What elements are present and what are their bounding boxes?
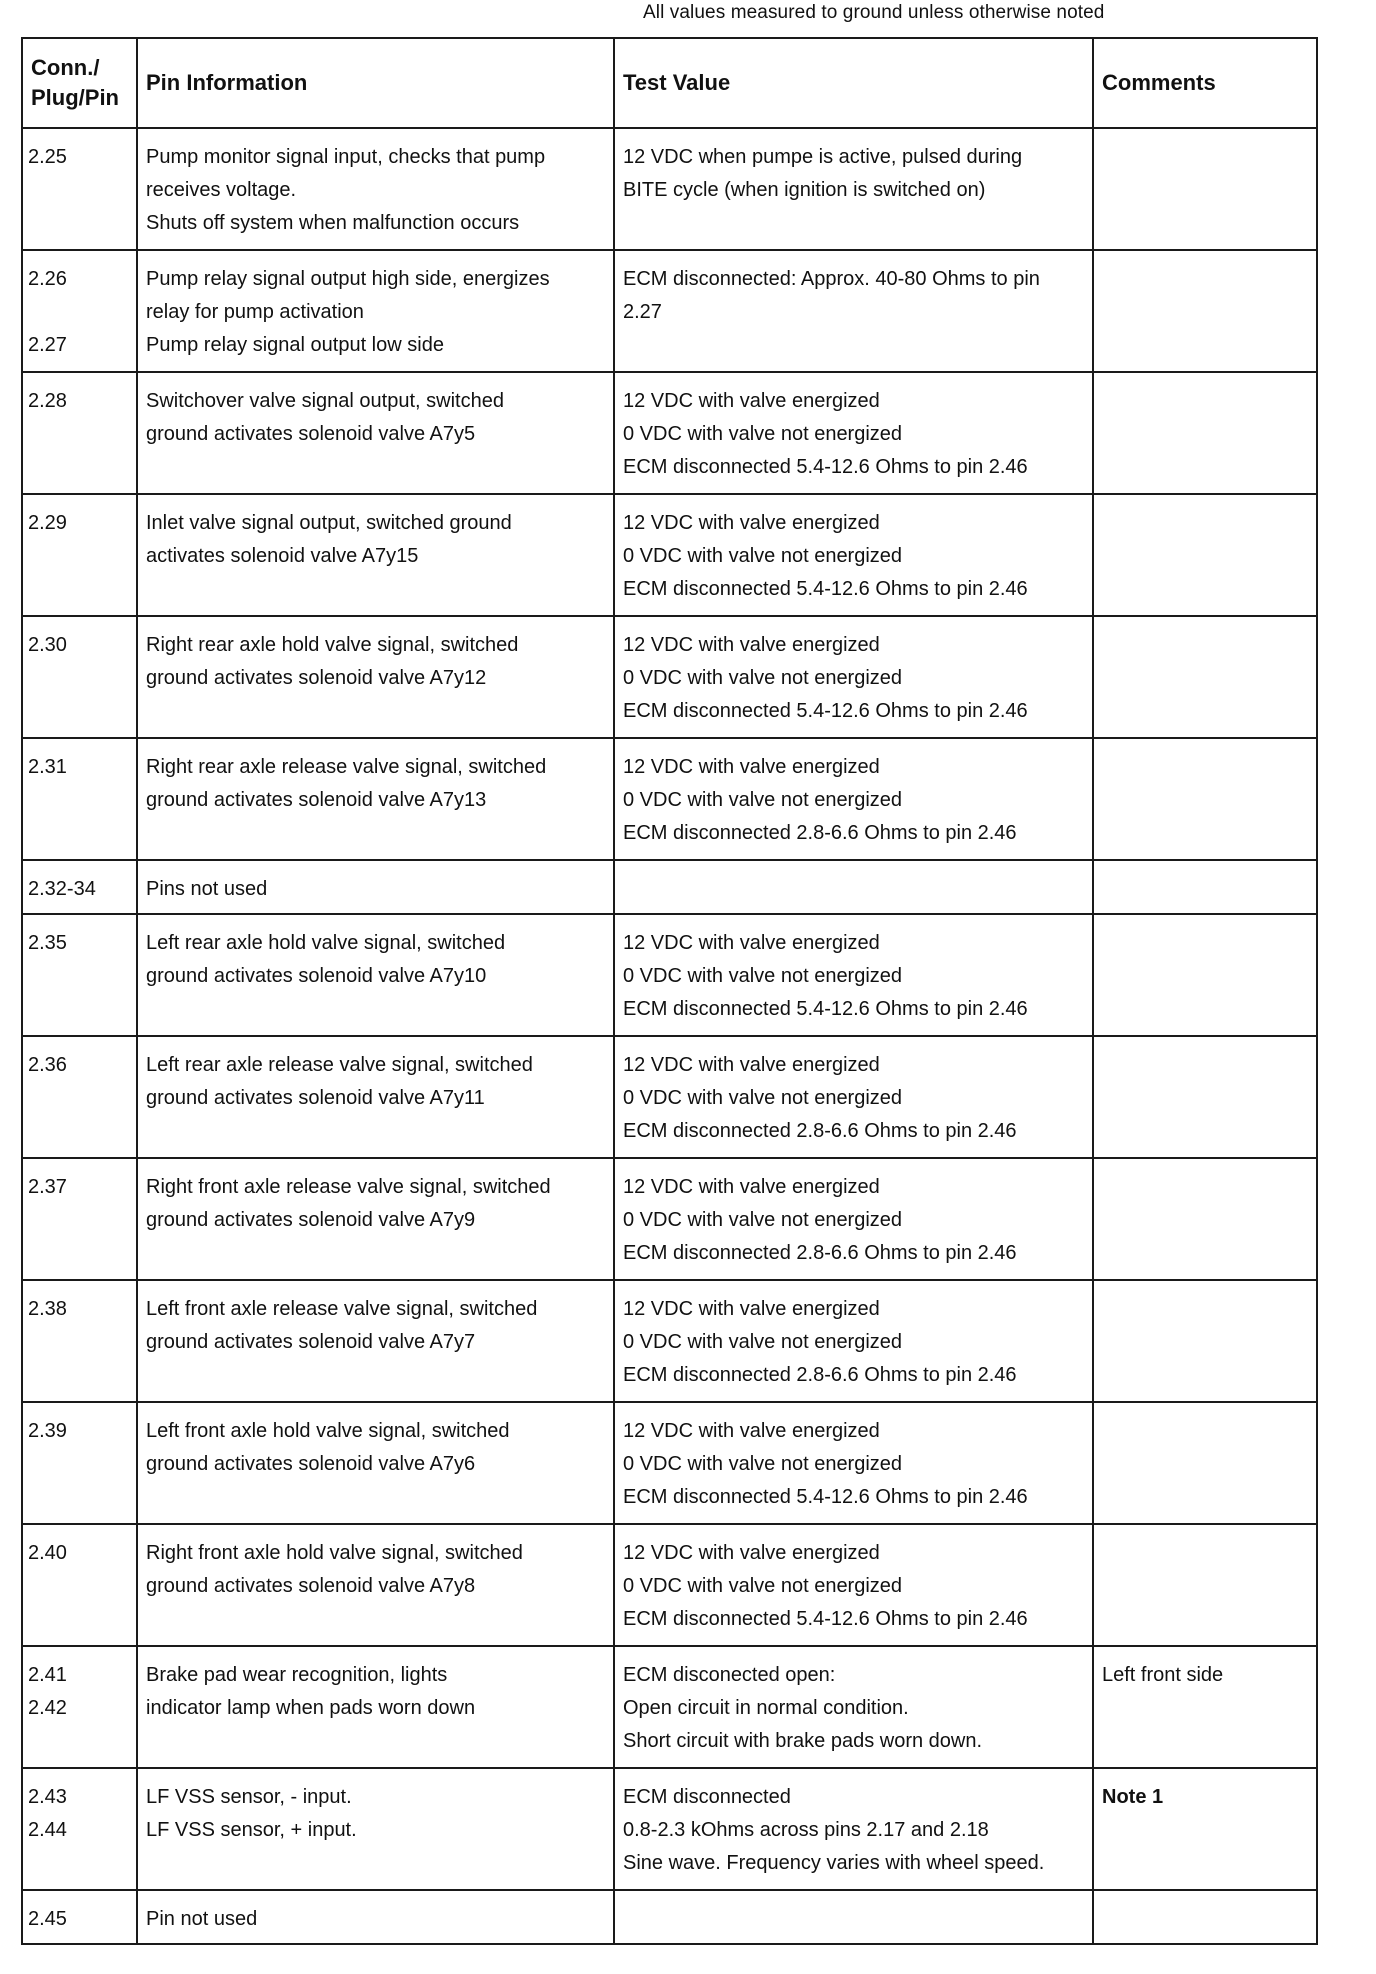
header-row <box>22 38 1317 128</box>
pin-information-cell <box>137 1158 614 1280</box>
test-value-cell <box>614 250 1093 372</box>
pin-information-cell <box>137 1646 614 1768</box>
pin-number: 2.41 <box>28 1664 67 1686</box>
test-value-cell <box>614 1402 1093 1524</box>
test-value-cell <box>614 914 1093 1036</box>
pin-cell <box>22 1524 137 1646</box>
comments-cell <box>1093 250 1317 372</box>
test-value-line: 12 VDC with valve energized <box>623 1420 880 1442</box>
pin-number: 2.27 <box>28 334 67 356</box>
test-value-cell <box>614 1036 1093 1158</box>
comments-cell <box>1093 1524 1317 1646</box>
pin-number: 2.32-34 <box>28 878 96 900</box>
pin-information-line: Right rear axle hold valve signal, switched <box>146 634 519 656</box>
comments-cell <box>1093 860 1317 914</box>
pin-information-line: ground activates solenoid valve A7y6 <box>146 1453 476 1475</box>
pin-information-cell <box>137 1280 614 1402</box>
pin-information-cell <box>137 1768 614 1890</box>
table-row <box>22 128 1317 250</box>
pin-number: 2.25 <box>28 146 67 168</box>
pin-number: 2.28 <box>28 390 67 412</box>
pin-cell <box>22 1036 137 1158</box>
pin-number: 2.29 <box>28 512 67 534</box>
comments-cell <box>1093 616 1317 738</box>
table-row <box>22 1524 1317 1646</box>
comments-cell <box>1093 494 1317 616</box>
pin-information-line: Switchover valve signal output, switched <box>146 390 504 412</box>
pin-information-line: Pump monitor signal input, checks that pump <box>146 146 546 168</box>
test-value-line: 12 VDC with valve energized <box>623 1542 880 1564</box>
pin-cell <box>22 372 137 494</box>
header-comments: Comments <box>1093 38 1317 128</box>
pin-number: 2.31 <box>28 756 67 778</box>
pin-information-line: LF VSS sensor, - input. <box>146 1786 352 1808</box>
test-value-cell <box>614 494 1093 616</box>
pin-information-line: LF VSS sensor, + input. <box>146 1819 357 1841</box>
header-pin-information: Pin Information <box>137 38 614 128</box>
pin-information-line: relay for pump activation <box>146 301 364 323</box>
test-value-cell <box>614 1280 1093 1402</box>
pin-information-line: Left rear axle release valve signal, switched <box>146 1054 533 1076</box>
table-row <box>22 616 1317 738</box>
test-value-line: 0 VDC with valve not energized <box>623 965 903 987</box>
test-value-line: 2.27 <box>623 301 662 323</box>
pin-number: 2.38 <box>28 1298 67 1320</box>
table-body <box>22 128 1317 1944</box>
header-pin-line: Conn./ <box>31 55 100 80</box>
pin-number: 2.35 <box>28 932 67 954</box>
comments-cell <box>1093 1402 1317 1524</box>
pin-number: 2.36 <box>28 1054 67 1076</box>
test-value-cell <box>614 128 1093 250</box>
pin-information-cell <box>137 1402 614 1524</box>
test-value-line: 0 VDC with valve not energized <box>623 545 903 567</box>
pin-number <box>28 296 134 329</box>
comments-cell <box>1093 1890 1317 1944</box>
pin-cell <box>22 250 137 372</box>
table-row <box>22 1646 1317 1768</box>
test-value-line: ECM disconnected 5.4-12.6 Ohms to pin 2.46 <box>623 1608 1028 1630</box>
comments-cell <box>1093 1646 1317 1768</box>
test-value-line: 12 VDC with valve energized <box>623 512 880 534</box>
pin-information-line: Pin not used <box>146 1908 258 1930</box>
pin-information-cell <box>137 616 614 738</box>
pin-information-line: ground activates solenoid valve A7y12 <box>146 667 487 689</box>
pin-information-cell <box>137 738 614 860</box>
pin-information-cell <box>137 372 614 494</box>
pin-information-line: ground activates solenoid valve A7y13 <box>146 789 487 811</box>
test-value-cell <box>614 1768 1093 1890</box>
test-value-line: ECM disconnected 2.8-6.6 Ohms to pin 2.46 <box>623 822 1017 844</box>
table-row <box>22 1280 1317 1402</box>
test-value-line: 12 VDC with valve energized <box>623 1054 880 1076</box>
pin-information-line: Inlet valve signal output, switched ground <box>146 512 512 534</box>
test-value-cell <box>614 372 1093 494</box>
test-value-line: BITE cycle (when ignition is switched on) <box>623 179 986 201</box>
test-value-line: ECM disconnected: Approx. 40-80 Ohms to pin <box>623 268 1040 290</box>
test-value-line: 12 VDC with valve energized <box>623 1176 880 1198</box>
table-row <box>22 914 1317 1036</box>
pin-cell <box>22 1158 137 1280</box>
pin-number: 2.37 <box>28 1176 67 1198</box>
pin-information-line: ground activates solenoid valve A7y9 <box>146 1209 476 1231</box>
pin-information-cell <box>137 1036 614 1158</box>
pin-cell <box>22 860 137 914</box>
test-value-line: ECM disconnected 5.4-12.6 Ohms to pin 2.46 <box>623 998 1028 1020</box>
pin-information-cell <box>137 1890 614 1944</box>
test-value-line: 0 VDC with valve not energized <box>623 1331 903 1353</box>
table-row <box>22 250 1317 372</box>
test-value-line: ECM disconnected 5.4-12.6 Ohms to pin 2.46 <box>623 456 1028 478</box>
test-value-cell <box>614 860 1093 914</box>
test-value-line: Short circuit with brake pads worn down. <box>623 1730 983 1752</box>
test-value-line: 0 VDC with valve not energized <box>623 667 903 689</box>
test-value-line: ECM disconected open: <box>623 1664 836 1686</box>
table-row <box>22 1768 1317 1890</box>
table-row <box>22 1890 1317 1944</box>
pin-information-line: Left front axle hold valve signal, switched <box>146 1420 510 1442</box>
pin-information-cell <box>137 860 614 914</box>
pin-table <box>21 37 1318 1945</box>
pin-information-cell <box>137 914 614 1036</box>
pin-information-line: activates solenoid valve A7y15 <box>146 545 419 567</box>
test-value-line: ECM disconnected 5.4-12.6 Ohms to pin 2.46 <box>623 1486 1028 1508</box>
pin-information-cell <box>137 128 614 250</box>
pin-information-line: Left front axle release valve signal, switched <box>146 1298 538 1320</box>
test-value-line: ECM disconnected 2.8-6.6 Ohms to pin 2.46 <box>623 1364 1017 1386</box>
table-row <box>22 860 1317 914</box>
test-value-cell <box>614 738 1093 860</box>
pin-information-line: Brake pad wear recognition, lights <box>146 1664 448 1686</box>
test-value-line: ECM disconnected 5.4-12.6 Ohms to pin 2.46 <box>623 578 1028 600</box>
table-row <box>22 738 1317 860</box>
test-value-line: 12 VDC when pumpe is active, pulsed during <box>623 146 1023 168</box>
test-value-line: 0 VDC with valve not energized <box>623 789 903 811</box>
test-value-line: ECM disconnected 2.8-6.6 Ohms to pin 2.46 <box>623 1120 1017 1142</box>
test-value-line: 12 VDC with valve energized <box>623 932 880 954</box>
test-value-line: Sine wave. Frequency varies with wheel speed. <box>623 1852 1045 1874</box>
test-value-cell <box>614 1890 1093 1944</box>
header-test-value: Test Value <box>614 38 1093 128</box>
pin-number: 2.39 <box>28 1420 67 1442</box>
test-value-line: ECM disconnected 2.8-6.6 Ohms to pin 2.46 <box>623 1242 1017 1264</box>
comments-cell <box>1093 1158 1317 1280</box>
test-value-cell <box>614 1524 1093 1646</box>
pin-information-line: Pump relay signal output high side, energizes <box>146 268 550 290</box>
pin-information-line: receives voltage. <box>146 179 297 201</box>
test-value-line: 12 VDC with valve energized <box>623 634 880 656</box>
test-value-line: 12 VDC with valve energized <box>623 1298 880 1320</box>
pin-number: 2.40 <box>28 1542 67 1564</box>
pin-number: 2.43 <box>28 1786 67 1808</box>
pin-information-line: ground activates solenoid valve A7y8 <box>146 1575 476 1597</box>
comments-cell <box>1093 1768 1317 1890</box>
pin-number: 2.30 <box>28 634 67 656</box>
table-row <box>22 1036 1317 1158</box>
pin-cell <box>22 128 137 250</box>
pin-information-cell <box>137 250 614 372</box>
test-value-cell <box>614 1646 1093 1768</box>
comments-cell <box>1093 128 1317 250</box>
header-pin <box>22 38 137 128</box>
test-value-line: 0 VDC with valve not energized <box>623 1453 903 1475</box>
pin-information-line: ground activates solenoid valve A7y7 <box>146 1331 476 1353</box>
test-value-line: 0 VDC with valve not energized <box>623 1087 903 1109</box>
pin-information-line: ground activates solenoid valve A7y5 <box>146 423 476 445</box>
table-row <box>22 372 1317 494</box>
pin-number: 2.26 <box>28 268 67 290</box>
comments-cell <box>1093 738 1317 860</box>
pin-number: 2.42 <box>28 1697 67 1719</box>
comments-cell <box>1093 914 1317 1036</box>
test-value-line: 0 VDC with valve not energized <box>623 423 903 445</box>
pin-information-cell <box>137 494 614 616</box>
table-row <box>22 1402 1317 1524</box>
pin-information-line: Right front axle release valve signal, switched <box>146 1176 551 1198</box>
pin-cell <box>22 1402 137 1524</box>
pin-cell <box>22 914 137 1036</box>
pin-information-line: ground activates solenoid valve A7y10 <box>146 965 487 987</box>
test-value-line: 12 VDC with valve energized <box>623 390 880 412</box>
test-value-cell <box>614 1158 1093 1280</box>
pin-information-line: Left rear axle hold valve signal, switched <box>146 932 506 954</box>
comment-text: Note 1 <box>1102 1786 1164 1808</box>
pin-information-line: Shuts off system when malfunction occurs <box>146 212 520 234</box>
comments-cell <box>1093 1280 1317 1402</box>
pin-number: 2.44 <box>28 1819 67 1841</box>
test-value-line: ECM disconnected 5.4-12.6 Ohms to pin 2.46 <box>623 700 1028 722</box>
comments-cell <box>1093 1036 1317 1158</box>
comments-cell <box>1093 372 1317 494</box>
test-value-line: 0 VDC with valve not energized <box>623 1209 903 1231</box>
test-value-line: 0.8-2.3 kOhms across pins 2.17 and 2.18 <box>623 1819 989 1841</box>
test-value-line: 12 VDC with valve energized <box>623 756 880 778</box>
pin-information-line: Pins not used <box>146 878 268 900</box>
pin-number: 2.45 <box>28 1908 67 1930</box>
pin-information-line: ground activates solenoid valve A7y11 <box>146 1087 485 1109</box>
pin-cell <box>22 1890 137 1944</box>
pin-information-line: indicator lamp when pads worn down <box>146 1697 476 1719</box>
pin-information-line: Right rear axle release valve signal, switched <box>146 756 547 778</box>
comment-text: Left front side <box>1102 1664 1224 1686</box>
measurement-note: All values measured to ground unless otherwise noted <box>643 2 1105 23</box>
test-value-line: Open circuit in normal condition. <box>623 1697 909 1719</box>
pin-information-line: Right front axle hold valve signal, switched <box>146 1542 523 1564</box>
header-pin-line: Plug/Pin <box>31 85 119 110</box>
table-row <box>22 494 1317 616</box>
pin-cell <box>22 1646 137 1768</box>
pin-information-line: Pump relay signal output low side <box>146 334 444 356</box>
test-value-line: ECM disconnected <box>623 1786 791 1808</box>
pin-cell <box>22 738 137 860</box>
test-value-cell <box>614 616 1093 738</box>
pin-cell <box>22 1280 137 1402</box>
pin-cell <box>22 494 137 616</box>
pin-cell <box>22 1768 137 1890</box>
table-row <box>22 1158 1317 1280</box>
pin-information-cell <box>137 1524 614 1646</box>
pin-cell <box>22 616 137 738</box>
test-value-line: 0 VDC with valve not energized <box>623 1575 903 1597</box>
